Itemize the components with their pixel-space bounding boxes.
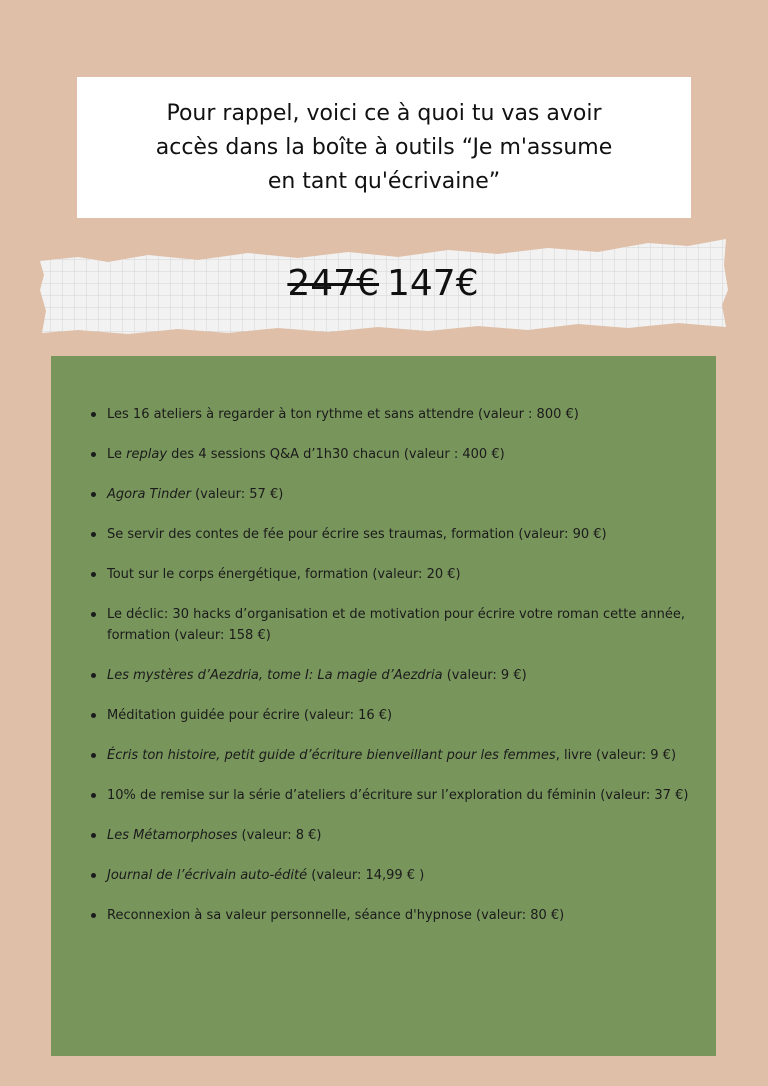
- list-item: [91, 825, 701, 846]
- item-text-pre: Les 16 ateliers à regarder à ton rythme et sans attendre (valeur : 800 €): [107, 407, 579, 422]
- item-text-it: Écris ton histoire, petit guide d’écriture bienveillant pour les femmes: [107, 748, 556, 763]
- item-text-post: (valeur: 8 €): [237, 828, 322, 843]
- bullet-icon: [91, 833, 96, 838]
- header-line-2: accès dans la boîte à outils “Je m'assume: [155, 134, 613, 160]
- item-text-pre: Le: [107, 447, 127, 462]
- list-item: [91, 745, 701, 766]
- old-price: 247€: [287, 262, 379, 304]
- item-text-it: replay: [126, 447, 168, 462]
- new-price: 147€: [387, 262, 479, 304]
- item-text-post: (valeur: 9 €): [442, 668, 527, 683]
- list-item: [91, 705, 701, 726]
- item-text-post: , livre (valeur: 9 €): [555, 748, 677, 763]
- item-text-post: (valeur: 57 €): [190, 487, 284, 502]
- bullet-icon: [91, 492, 96, 497]
- list-item: [91, 865, 701, 886]
- item-text-it: Agora Tinder: [107, 487, 191, 502]
- torn-paper-strip: [38, 235, 728, 335]
- bullet-icon: [91, 793, 96, 798]
- bullet-icon: [91, 913, 96, 918]
- item-text-pre: 10% de remise sur la série d’ateliers d’écriture sur l’exploration du féminin (valeur: 37 €): [107, 788, 689, 803]
- header-line-1: Pour rappel, voici ce à quoi tu vas avoir: [166, 100, 602, 126]
- bullet-icon: [91, 612, 96, 617]
- item-text-pre: Méditation guidée pour écrire (valeur: 16 €): [107, 708, 393, 723]
- list-item: [91, 905, 701, 926]
- item-text-it: Les mystères d’Aezdria, tome I: La magie d’Aezdria: [107, 668, 443, 683]
- header-line-3: en tant qu'écrivaine”: [267, 168, 501, 194]
- list-item: [91, 665, 701, 686]
- list-item: [91, 785, 701, 806]
- price-row: [38, 235, 728, 335]
- header-box: [77, 77, 691, 218]
- item-text-post: des 4 sessions Q&A d’1h30 chacun (valeur : 400 €): [167, 447, 505, 462]
- contents-panel: [51, 356, 716, 1056]
- item-text-pre: Tout sur le corps énergétique, formation (valeur: 20 €): [107, 567, 461, 582]
- list-item: [91, 484, 701, 505]
- item-text-it: Les Métamorphoses: [107, 828, 238, 843]
- bullet-icon: [91, 873, 96, 878]
- bullet-icon: [91, 452, 96, 457]
- contents-list: [91, 404, 701, 945]
- item-text-pre: Reconnexion à sa valeur personnelle, séance d'hypnose (valeur: 80 €): [107, 908, 565, 923]
- list-item: [91, 444, 701, 465]
- bullet-icon: [91, 713, 96, 718]
- list-item: [91, 564, 701, 585]
- item-text-it: Journal de l’écrivain auto-édité: [107, 868, 308, 883]
- list-item: [91, 404, 701, 425]
- bullet-icon: [91, 572, 96, 577]
- bullet-icon: [91, 412, 96, 417]
- item-text-pre: Se servir des contes de fée pour écrire ses traumas, formation (valeur: 90 €): [107, 527, 607, 542]
- item-text-pre: Le déclic: 30 hacks d’organisation et de motivation pour écrire votre roman cette année, formation (valeur: 158 €): [107, 607, 686, 643]
- list-item: [91, 604, 701, 646]
- bullet-icon: [91, 532, 96, 537]
- bullet-icon: [91, 673, 96, 678]
- item-text-post: (valeur: 14,99 € ): [307, 868, 425, 883]
- bullet-icon: [91, 753, 96, 758]
- list-item: [91, 524, 701, 545]
